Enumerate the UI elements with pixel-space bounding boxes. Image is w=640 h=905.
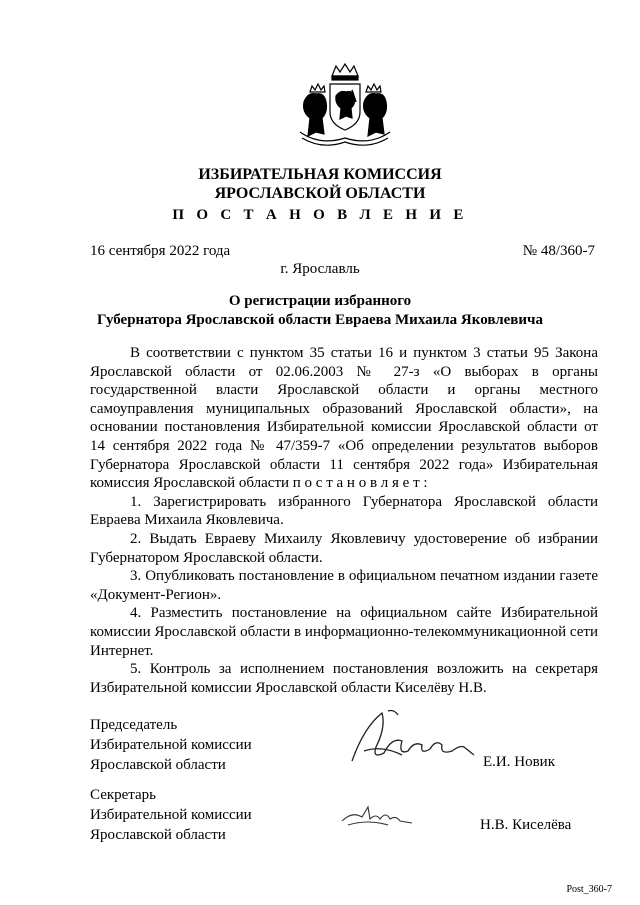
body-paragraph: В соответствии с пунктом 35 статьи 16 и пунктом 3 статьи 95 Закона Ярославской области от 02.06.2003 № 27-з «О выборах в органы государственной власти Ярославской области и органы местного самоуправления муниципальных образований Ярославской области», на основании постановления Избирательной комиссии Ярославской области от 14 сентября 2022 года № 47/359-7 «Об определении результатов выборов Губернатора Ярославской области 11 сентября 2022 года» Избирательная комиссия Ярославской области п о с т а н о в л я е т : [90,345,598,492]
secretary-handwritten-signature [338,797,416,831]
body-paragraph: 3. Опубликовать постановление в официальном печатном издании газете «Документ-Регион». [90,568,598,603]
chair-title: Председатель [90,717,178,733]
chair-signature-block [90,715,252,775]
organization-name-line2: ЯРОСЛАВСКОЙ ОБЛАСТИ [214,185,426,202]
document-title-line2: Губернатора Ярославской области Евраева Михаила Яковлевича [96,312,544,328]
secretary-signature-block [90,785,252,845]
document-number: № 48/360-7 [522,243,595,259]
document-body [90,344,598,697]
body-paragraph: 2. Выдать Евраеву Михаилу Яковлевичу удостоверение об избрании Губернатором Ярославской области. [90,530,598,566]
chair-handwritten-signature [342,707,484,769]
secretary-region: Ярославской области [90,827,226,843]
chair-org: Избирательной комиссии [90,737,252,753]
footer-code: Post_360-7 [566,884,612,895]
body-paragraph: 5. Контроль за исполнением постановления возложить на секретаря Избирательной комиссии Ярославской области Киселёву Н.В. [90,661,598,696]
secretary-org: Избирательной комиссии [90,807,252,823]
chair-region: Ярославской области [90,757,226,773]
coat-of-arms-icon [296,62,394,146]
body-paragraph: 1. Зарегистрировать избранного Губернатора Ярославской области Евраева Михаила Яковлевича. [90,493,598,529]
chair-name: Е.И. Новик [483,754,555,770]
body-paragraph: 4. Разместить постановление на официальном сайте Избирательной комиссии Ярославской области в информационно-телекоммуникационной сети Интернет. [90,605,598,659]
document-title-line1: О регистрации избранного [228,293,412,309]
document-date: 16 сентября 2022 года [90,243,231,259]
document-type: П О С Т А Н О В Л Е Н И Е [172,207,468,223]
organization-name-line1: ИЗБИРАТЕЛЬНАЯ КОМИССИЯ [198,166,442,183]
document-city: г. Ярославль [280,261,360,277]
secretary-title: Секретарь [90,787,157,803]
secretary-name: Н.В. Киселёва [480,817,572,833]
